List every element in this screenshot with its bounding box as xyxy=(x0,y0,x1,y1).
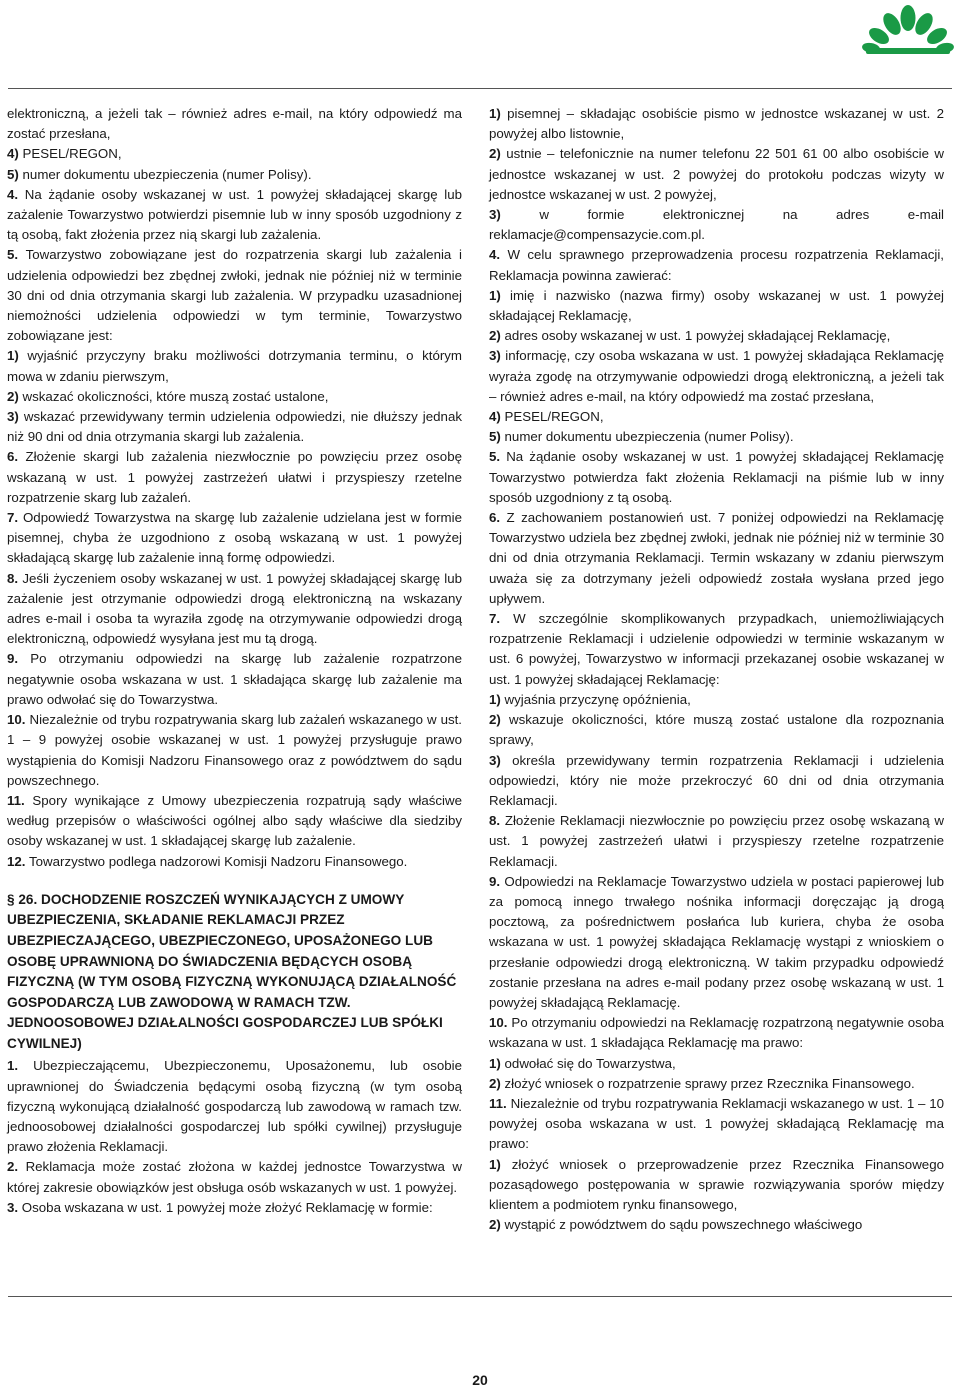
paragraph-text: odwołać się do Towarzystwa, xyxy=(504,1055,676,1071)
paragraph xyxy=(7,245,462,346)
paragraph-number: 9. xyxy=(7,651,19,667)
paragraph-number: 1) xyxy=(7,348,19,364)
paragraph-text: pisemnej – składając osobiście pismo w jednostce wskazanej w ust. 2 powyżej albo listownie, xyxy=(489,106,944,142)
paragraph-number: 10. xyxy=(7,712,26,728)
paragraph xyxy=(489,1155,944,1216)
paragraph-text: Niezależnie od trybu rozpatrywania skarg lub zażaleń wskazanego w ust. 1 – 9 powyżej osobie wskazanej w ust. 1 powyżej przysługuje prawo wystąpienia do Komisji Nadzoru Finansowego oraz z powództwem do sądu powszechnego. xyxy=(7,712,463,788)
paragraph xyxy=(7,1157,462,1197)
paragraph-text: W celu sprawnego przeprowadzenia procesu rozpatrzenia Reklamacji, Reklamacja powinna zawierać: xyxy=(489,247,944,283)
paragraph xyxy=(7,407,462,447)
paragraph-number: 8. xyxy=(489,813,501,829)
bottom-rule xyxy=(8,1296,952,1297)
paragraph xyxy=(7,104,462,144)
paragraph-text: wyjaśnia przyczynę opóźnienia, xyxy=(504,691,691,707)
paragraph-text: Po otrzymaniu odpowiedzi na Reklamację rozpatrzoną negatywnie osoba wskazana w ust. 1 składająca Reklamację ma prawo: xyxy=(489,1015,944,1051)
paragraph xyxy=(7,387,462,407)
paragraph-number: 2) xyxy=(489,1217,501,1233)
paragraph-number: 4. xyxy=(7,186,19,202)
paragraph xyxy=(489,407,944,427)
paragraph-text: Złożenie skargi lub zażalenia niezwłocznie po powzięciu przez osobę wskazaną w ust. 1 powyżej zastrzeżeń ułatwi i przyspieszy rzetelne rozpatrzenie skarg lub zażaleń. xyxy=(7,449,462,505)
paragraph-text: Reklamacja może zostać złożona w każdej jednostce Towarzystwa w której zakresie obowiązków jest obsługa osób wskazanych w ust. 1 powyżej. xyxy=(7,1159,462,1195)
paragraph xyxy=(489,346,944,407)
paragraph-text: wyjaśnić przyczyny braku możliwości dotrzymania terminu, o którym mowa w zdaniu pierwszym, xyxy=(7,348,463,384)
paragraph xyxy=(489,1074,944,1094)
paragraph-text: Spory wynikające z Umowy ubezpieczenia rozpatrują sądy właściwe według przepisów o właściwości ogólnej albo sądy właściwe dla siedziby osoby wskazanej w ust. 1 składającej skargę lub zażalenie. xyxy=(7,792,462,849)
paragraph-text: adres osoby wskazanej w ust. 1 powyżej składającej Reklamację, xyxy=(504,328,891,344)
paragraph xyxy=(489,205,944,245)
paragraph-number: 2) xyxy=(489,328,501,344)
paragraph-number: 1) xyxy=(489,287,501,303)
paragraph-number: 1. xyxy=(7,1058,19,1074)
paragraph-text: numer dokumentu ubezpieczenia (numer Polisy). xyxy=(22,166,312,182)
paragraph-number: 3) xyxy=(489,348,501,364)
paragraph-number: 12. xyxy=(7,853,26,869)
paragraph-number: 5. xyxy=(489,449,501,465)
paragraph-text: wskazuje okoliczności, które muszą zostać ustalone dla rozpoznania sprawy, xyxy=(489,712,944,748)
paragraph-text: Po otrzymaniu odpowiedzi na skargę lub zażalenie rozpatrzone negatywnie osoba wskazana w ust. 1 składająca skargę lub zażalenie ma prawo odwołać się do Towarzystwa. xyxy=(7,651,462,707)
paragraph xyxy=(7,852,462,872)
paragraph xyxy=(489,286,944,326)
page-number: 20 xyxy=(472,1372,488,1388)
paragraph xyxy=(489,144,944,205)
paragraph-number: 5. xyxy=(7,247,19,263)
paragraph-text: Złożenie Reklamacji niezwłocznie po powzięciu przez osobę wskazaną w ust. 1 powyżej zastrzeżeń ułatwi i przyspieszy rzetelne rozpatrzenie Reklamacji. xyxy=(489,813,944,869)
paragraph xyxy=(489,751,944,812)
paragraph xyxy=(489,811,944,872)
top-rule xyxy=(8,88,952,89)
paragraph xyxy=(7,710,462,791)
paragraph-number: 11. xyxy=(7,792,25,808)
paragraph xyxy=(7,791,462,852)
paragraph-number: 1) xyxy=(489,1156,501,1172)
paragraph xyxy=(489,245,944,285)
paragraph-text: elektroniczną, a jeżeli tak – również adres e-mail, na który odpowiedź ma zostać przesłana, xyxy=(7,106,462,142)
paragraph-number: 2) xyxy=(489,1075,501,1091)
paragraph-number: 7. xyxy=(7,510,19,526)
paragraph-text: ustnie – telefonicznie na numer telefonu 22 501 61 00 albo osobiście w jednostce wskazanej w ust. 2 powyżej do protokołu podczas wizyty w jednostce wskazanej w ust. 2 powyżej, xyxy=(489,146,944,202)
paragraph xyxy=(489,104,944,144)
paragraph xyxy=(7,185,462,246)
paragraph-text: Towarzystwo podlega nadzorowi Komisji Nadzoru Finansowego. xyxy=(28,853,408,869)
paragraph xyxy=(489,1094,944,1155)
paragraph-text: Towarzystwo zobowiązane jest do rozpatrzenia skargi lub zażalenia i udzielenia odpowiedzi bez zbędnej zwłoki, jednak nie później niż w terminie 30 dni od dnia otrzymania skargi lub zażalenia. W przypadku uzasadnionej niemożności udzielenia odpowiedzi w tym terminie, Towarzystwo zobowiązane jest: xyxy=(7,247,462,344)
paragraph-text: Odpowiedzi na Reklamacje Towarzystwo udziela w postaci papierowej lub za pomocą innego trwałego nośnika informacji doręczając ją drogą pocztową, za pośrednictwem posłańca lub kuriera, chyba że osoba wskazana w ust. 1 powyżej składająca Reklamację wystąpi z wnioskiem o przesłanie odpowiedzi drogą elektroniczną. W takim przypadku odpowiedź zostanie przesłana na adres e-mail podany przez osobę wskazaną w ust. 1 powyżej składającą Reklamację. xyxy=(489,873,944,1010)
paragraph-number: 2) xyxy=(489,712,501,728)
paragraph-text: Jeśli życzeniem osoby wskazanej w ust. 1 powyżej składającej skargę lub zażalenie jest otrzymanie odpowiedzi drogą elektroniczną na wskazany adres e-mail i osoba ta wyraziła zgodę na otrzymywanie odpowiedzi drogą elektroniczną, odpowiedź wysyłana jest mu tą drogą. xyxy=(7,570,462,647)
paragraph-text: numer dokumentu ubezpieczenia (numer Polisy). xyxy=(504,429,794,445)
left-column xyxy=(7,104,462,1218)
paragraph-number: 1) xyxy=(489,1055,501,1071)
paragraph-text: Ubezpieczającemu, Ubezpieczonemu, Uposażonemu, lub osobie uprawnionej do Świadczenia będącymi osobą fizyczną (w tym osobą fizyczną wykonującą działalność gospodarczą lub zawodową w ramach tzw. jednoosobowej działalności gospodarczej lub spółki cywilnej) przysługuje prawo złożenia Reklamacji. xyxy=(7,1058,462,1155)
paragraph-text: Odpowiedź Towarzystwa na skargę lub zażalenie udzielana jest w formie pisemnej, chyba że uzgodniono z osobą wskazaną w ust. 1 powyżej składającą skargę lub zażalenie inną formę odpowiedzi. xyxy=(7,510,462,566)
paragraph-number: 4. xyxy=(489,247,501,263)
paragraph-text: informację, czy osoba wskazana w ust. 1 powyżej składająca Reklamację wyraża zgodę na otrzymywanie odpowiedzi drogą elektroniczną, a jeżeli tak – również adres e-mail, na który odpowiedź ma zostać przesłana, xyxy=(489,348,945,404)
paragraph xyxy=(7,569,462,650)
paragraph xyxy=(489,1013,944,1053)
paragraph xyxy=(7,1198,462,1218)
paragraph-number: 3) xyxy=(489,207,501,223)
paragraph xyxy=(489,447,944,508)
paragraph-number: 1) xyxy=(489,106,501,121)
paragraph-text: PESEL/REGON, xyxy=(504,409,604,425)
paragraph-text: W szczególnie skomplikowanych przypadkach, uniemożliwiających rozpatrzenie Reklamacji i udzielenie odpowiedzi w terminie wskazanym w ust. 6 powyżej, Towarzystwo w informacji przekazanej osobie wskazanej w ust. 1 powyżej składającej Reklamację: xyxy=(489,611,945,687)
paragraph-number: 3) xyxy=(7,409,19,425)
paragraph xyxy=(7,1056,462,1157)
paragraph-text: określa przewidywany termin rozpatrzenia Reklamacji i udzielenia odpowiedzi, który nie może przekroczyć 60 dni od dnia otrzymania Reklamacji. xyxy=(489,752,944,808)
paragraph xyxy=(7,165,462,185)
paragraph xyxy=(7,508,462,569)
paragraph-number: 3. xyxy=(7,1199,19,1215)
paragraph-text: Na żądanie osoby wskazanej w ust. 1 powyżej składającej Reklamację Towarzystwo potwierdza fakt złożenia Reklamacji na piśmie lub w inny sposób uzgodniony z tą osobą. xyxy=(489,449,944,505)
leaf-fan-logo-icon xyxy=(862,4,954,54)
paragraph xyxy=(489,1215,944,1235)
paragraph-number: 3) xyxy=(489,752,501,768)
paragraph-text: złożyć wniosek o przeprowadzenie przez Rzecznika Finansowego pozasądowego postępowania w sprawie rozwiązywania sporów między klientem a podmiotem rynku finansowego, xyxy=(489,1156,944,1212)
paragraph-number: 7. xyxy=(489,611,501,627)
paragraph-number: 6. xyxy=(7,449,19,465)
paragraph-text: PESEL/REGON, xyxy=(22,146,122,162)
paragraph-number: 2) xyxy=(489,146,501,162)
paragraph xyxy=(7,649,462,710)
paragraph-text: imię i nazwisko (nazwa firmy) osoby wskazanej w ust. 1 powyżej składającej Reklamację, xyxy=(489,287,944,324)
paragraph xyxy=(489,326,944,346)
paragraph-number: 4) xyxy=(489,409,501,425)
paragraph-number: 2. xyxy=(7,1159,19,1175)
paragraph xyxy=(489,690,944,710)
paragraph xyxy=(7,346,462,386)
section-heading: § 26. DOCHODZENIE ROSZCZEŃ WYNIKAJĄCYCH Z UMOWY UBEZPIECZENIA, SKŁADANIE REKLAMACJI PRZEZ UBEZPIECZAJĄCEGO, UBEZPIECZONEGO, UPOSAŻONEGO LUB OSOBĘ UPRAWNIONĄ DO ŚWIADCZENIA BĘDĄCYCH OSOBĄ FIZYCZNĄ (W TYM OSOBĄ FIZYCZNĄ WYKONUJĄCĄ DZIAŁALNOŚĆ GOSPODARCZĄ LUB ZAWODOWĄ W RAMACH TZW. JEDNOOSOBOWEJ DZIAŁALNOŚCI GOSPODARCZEJ LUB SPÓŁKI CYWILNEJ) xyxy=(7,891,457,1051)
paragraph-number: 10. xyxy=(489,1015,508,1031)
paragraph-number: 2) xyxy=(7,388,19,404)
paragraph-number: 5) xyxy=(7,166,19,182)
paragraph xyxy=(489,710,944,750)
paragraph-text: Osoba wskazana w ust. 1 powyżej może złożyć Reklamację w formie: xyxy=(21,1199,433,1215)
paragraph-text: wskazać przewidywany termin udzielenia odpowiedzi, nie dłuższy jednak niż 90 dni od dnia otrzymania skargi lub zażalenia. xyxy=(7,409,462,445)
paragraph-text: złożyć wniosek o rozpatrzenie sprawy przez Rzecznika Finansowego. xyxy=(504,1075,915,1091)
paragraph-text: wystąpić z powództwem do sądu powszechnego właściwego xyxy=(504,1217,863,1233)
paragraph-number: 1) xyxy=(489,691,501,707)
paragraph xyxy=(489,508,944,609)
paragraph-number: 4) xyxy=(7,146,19,162)
paragraph-text: Z zachowaniem postanowień ust. 7 poniżej odpowiedzi na Reklamację Towarzystwo udziela bez zbędnej zwłoki, jednak nie później niż w terminie 30 dni od dnia otrzymania Reklamacji. Termin wskazany w zdaniu pierwszym uważa się za dotrzymany jeżeli odpowiedź została wysłana przed jego upływem. xyxy=(489,510,944,606)
paragraph-number: 9. xyxy=(489,873,501,889)
paragraph-text: w formie elektronicznej na adres e-mail reklamacje@compensazycie.com.pl. xyxy=(489,207,944,243)
paragraph xyxy=(7,447,462,508)
paragraph xyxy=(7,144,462,164)
paragraph xyxy=(489,872,944,1013)
paragraph xyxy=(489,1054,944,1074)
right-column xyxy=(489,104,944,1235)
paragraph xyxy=(489,427,944,447)
paragraph-text: Na żądanie osoby wskazanej w ust. 1 powyżej składającej skargę lub zażalenie Towarzystwo potwierdzi pisemnie lub w inny sposób uzgodniony z tą osobą, fakt złożenia przez nią skargi lub zażalenia. xyxy=(7,186,462,243)
paragraph xyxy=(489,609,944,690)
paragraph-text: wskazać okoliczności, które muszą zostać ustalone, xyxy=(22,388,329,404)
paragraph-number: 5) xyxy=(489,429,501,445)
paragraph-number: 6. xyxy=(489,510,501,526)
paragraph-number: 8. xyxy=(7,570,19,586)
paragraph-number: 11. xyxy=(489,1095,507,1111)
paragraph-text: Niezależnie od trybu rozpatrywania Reklamacji wskazanego w ust. 1 – 10 powyżej osoba wskazana w ust. 1 powyżej składającą Reklamację ma prawo: xyxy=(489,1095,944,1152)
